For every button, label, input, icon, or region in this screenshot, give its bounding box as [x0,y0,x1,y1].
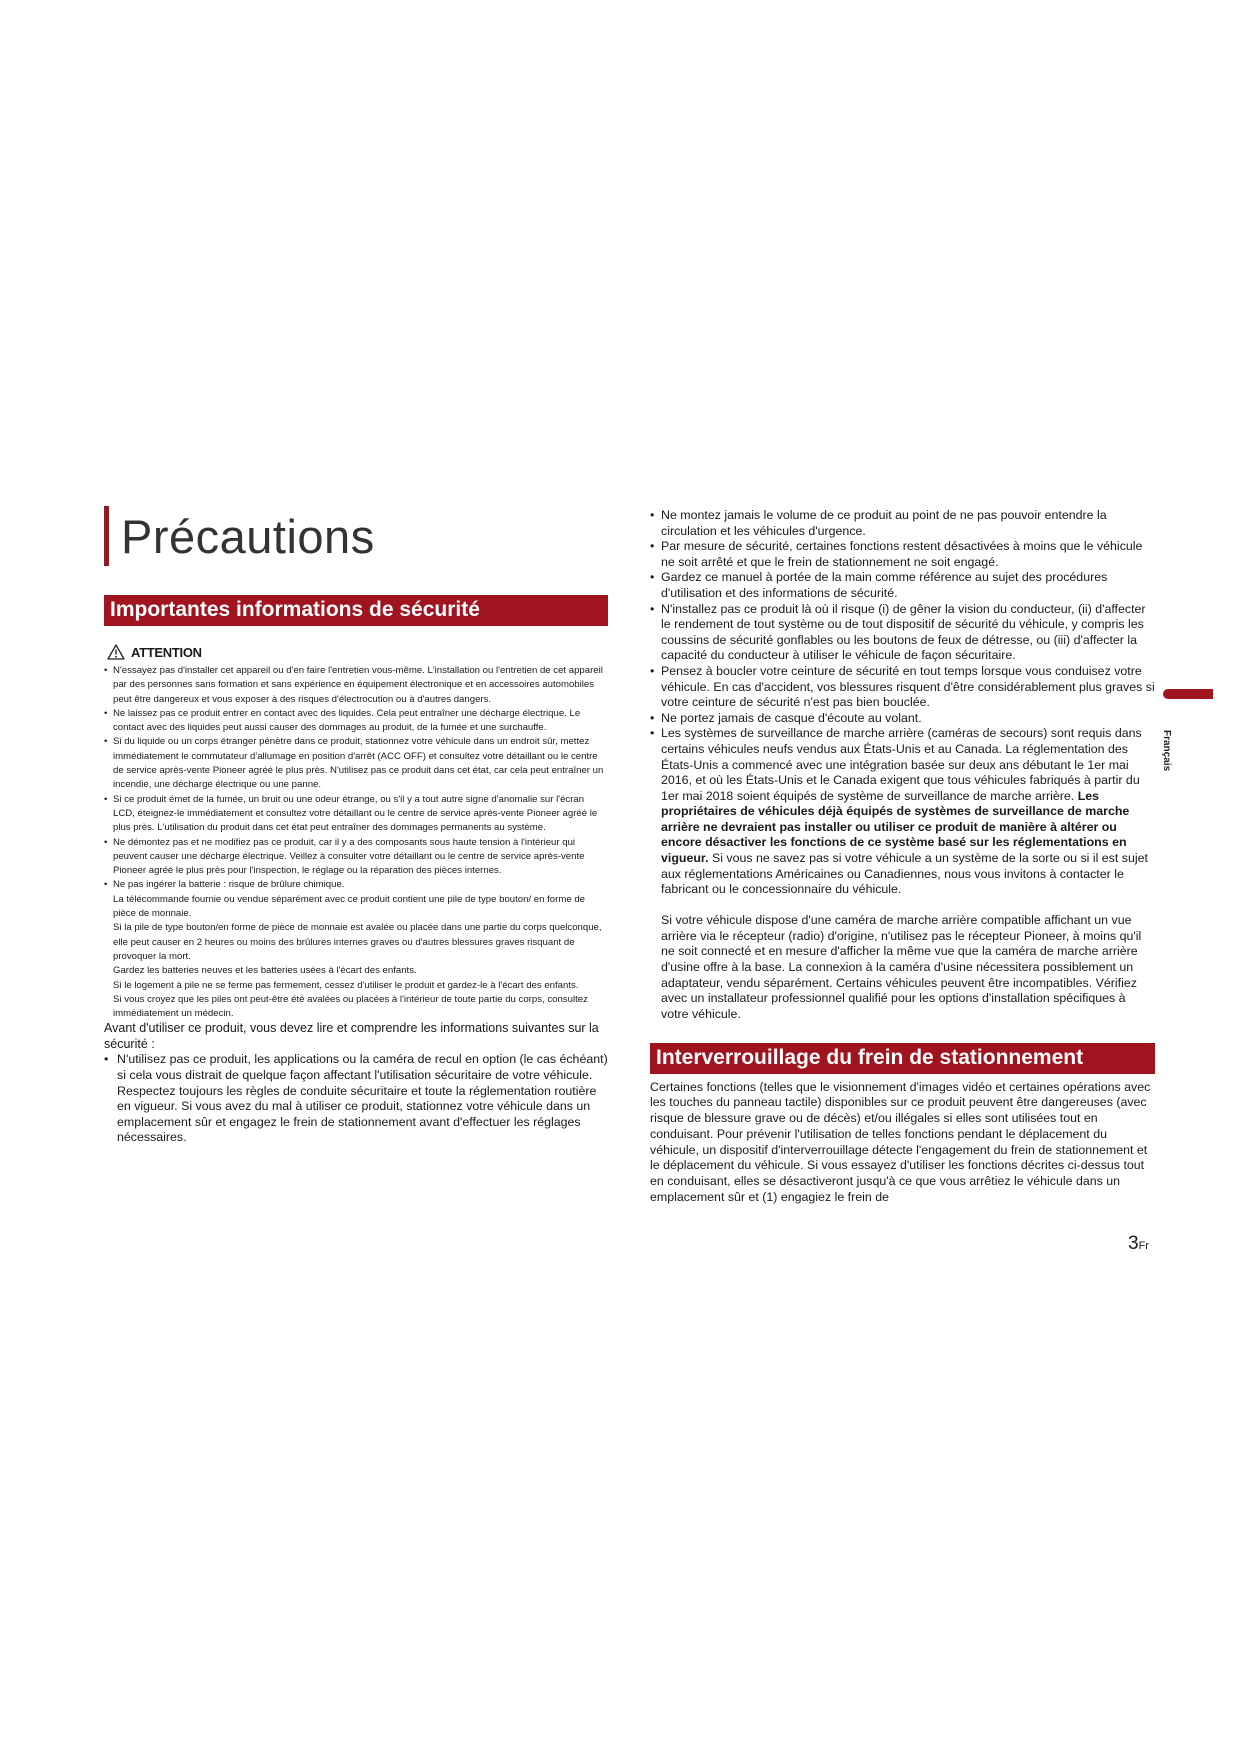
list-item: • Gardez ce manuel à portée de la main comme référence au sujet des procédures d'utilisation et des informations de sécurité. [650,570,1155,601]
page-number-value: 3 [1128,1233,1139,1254]
list-item: • Ne démontez pas et ne modifiez pas ce produit, car il y a des composants sous haute tension à l'intérieur qui peuvent causer une décharge électrique. Veillez à consulter votre détaillant ou le centre de service après-vente Pioneer agréé le plus près pour l'inspection, le réglage ou la réparation des pièces internes. [104,836,608,879]
battery-note: Si le logement à pile ne se ferme pas fermement, cessez d'utiliser le produit et gardez-le à l'écart des enfants. [113,979,579,991]
list-item-backup-camera [650,726,1155,898]
battery-note: Gardez les batteries neuves et les batteries usées à l'écart des enfants. [113,965,417,977]
attention-header [104,644,608,660]
attention-label: ATTENTION [131,644,202,660]
title-accent-bar [104,506,109,566]
backup-text-bold: Les propriétaires de véhicules déjà équipés de systèmes de surveillance de marche arrière ne devraient pas installer ou utiliser ce produit de manière à altérer ou encore désactiver les fonctions de ce système basé sur les réglementations en vigueur. [661,788,1130,866]
section-heading-important: Importantes informations de sécurité [104,595,608,626]
list-item: • Si du liquide ou un corps étranger pénètre dans ce produit, stationnez votre véhicule dans un endroit sûr, mettez immédiatement le commutateur d'allumage en position d'arrêt (ACC OFF) et consultez votre détaillant ou le centre de service après-vente Pioneer agréé le plus près. N'utilisez pas ce produit dans cet état, car cela peut entraîner un incendie, une décharge électrique ou une panne. [104,735,608,792]
left-safety-list [104,1052,608,1146]
list-item: • N'installez pas ce produit là où il risque (i) de gêner la vision du conducteur, (ii) d'affecter le rendement de tout système ou de tout dispositif de sécurité du véhicule, y compris les coussins de sécurité gonflables ou les boutons de feux de détresse, ou (iii) d'affecter la capacité du conducteur à utiliser le véhicule de façon sécuritaire. [650,602,1155,664]
backup-text-2: Si vous ne savez pas si votre véhicule a un système de la sorte ou si il est sujet aux réglementations Américaines ou Canadiennes, nous vous invitons à contacter le fabricant ou le concessionnaire du véhicule. [661,851,1148,897]
list-item: • Pensez à boucler votre ceinture de sécurité en tout temps lorsque vous conduisez votre véhicule. En cas d'accident, vos blessures risquent d'être considérablement plus graves si votre ceinture de sécurité n'est pas bien bouclée. [650,664,1155,711]
page-title: Précautions [121,509,375,563]
page-number [1128,1233,1149,1255]
list-item: • Ne montez jamais le volume de ce produit au point de ne pas pouvoir entendre la circulation et les véhicules d'urgence. [650,508,1155,539]
list-item: • Par mesure de sécurité, certaines fonctions restent désactivées à moins que le véhicule ne soit arrêté et que le frein de stationnement ne soit engagé. [650,539,1155,570]
camera-note: Si votre véhicule dispose d'une caméra de marche arrière compatible affichant un vue arrière via le récepteur (radio) d'origine, n'utilisez pas le récepteur Pioneer, à moins qu'il ne soit connecté et en mesure d'afficher la même vue que la caméra de marche arrière d'usine offre à la base. La connexion à la caméra d'usine nécessitera possiblement un adaptateur, vendu séparément. Certains véhicules peuvent être incompatibles. Vérifiez avec un installateur professionnel qualifié pour les options d'installation spécifiques à votre véhicule. [661,912,1142,1022]
right-safety-list [650,508,1155,898]
language-label: Français [1161,730,1172,772]
intro-text: Avant d'utiliser ce produit, vous devez lire et comprendre les informations suivantes sur la sécurité : [104,1021,599,1051]
left-column [104,505,608,1146]
battery-note: Si la pile de type bouton/en forme de pièce de monnaie est avalée ou placée dans une partie du corps quelconque, elle peut causer en 2 heures ou moins des brûlures internes graves ou d'autres blessures graves risquant de provoquer la mort. [113,922,602,962]
page-title-block [104,505,608,567]
list-item: • Ne pas ingérer la batterie : risque de brûlure chimique. [104,878,608,892]
attention-list [104,664,608,893]
battery-note: Si vous croyez que les piles ont peut-être été avalées ou placées à l'intérieur de toute partie du corps, consultez immédiatement un médecin. [113,993,588,1020]
list-item: • N'essayez pas d'installer cet appareil ou d'en faire l'entretien vous-même. L'installation ou l'entretien de cet appareil par des personnes sans formation et sans expérience en équipement électronique et en accessoires automobiles peut être dangereux et vous exposer à des risques d'électrocution ou à d'autres dangers. [104,664,608,707]
list-item: • Ne laissez pas ce produit entrer en contact avec des liquides. Cela peut entraîner une décharge électrique. Le contact avec des liquides peut aussi causer des dommages au produit, de la fumée et une surchauffe. [104,707,608,736]
list-item: • Si ce produit émet de la fumée, un bruit ou une odeur étrange, ou s'il y a tout autre signe d'anomalie sur l'écran LCD, éteignez-le immédiatement et consultez votre détaillant ou le centre de service après-vente Pioneer agréé le plus près. L'utilisation du produit dans cet état peut entraîner des dommages permanents au système. [104,793,608,836]
battery-note: La télécommande fournie ou vendue séparément avec ce produit contient une pile de type bouton/ en forme de pièce de monnaie. [113,893,586,920]
language-tab [1163,689,1213,699]
parking-text: Certaines fonctions (telles que le visionnement d'images vidéo et certaines opérations avec les touches du panneau tactile) disponibles sur ce produit peuvent être dangereuses (avec risque de blessure grave ou de décès) et/ou illégales si elles sont utilisées tout en conduisant. Pour prévenir l'utilisation de telles fonctions pendant le déplacement du véhicule, un dispositif d'interverrouillage détecte l'engagement du frein de stationnement et le déplacement du véhicule. Si vous essayez d'utiliser les fonctions décrites ci-dessus tout en conduisant, elles se désactiveront jusqu'à ce que vous arrêtiez le véhicule dans un emplacement sûr et (1) engagiez le frein de [650,1079,1151,1204]
section-heading-parking: Interverrouillage du frein de stationnement [650,1043,1155,1074]
warning-triangle-icon [107,644,125,660]
page-language-suffix: Fr [1138,1240,1149,1252]
battery-notes [104,893,608,1022]
backup-text-1: Les systèmes de surveillance de marche arrière (caméras de secours) sont requis dans certains véhicules neufs vendus aux États-Unis et au Canada. La réglementation des États-Unis a commencé avec une intégration basée sur deux ans débutant le 1er mai 2016, et où les États-Unis et le Canada exigent que tous véhicules fabriqués à partir du 1er mai 2018 soient équipés de système de surveillance de marche arrière. [661,726,1142,803]
list-item: • Ne portez jamais de casque d'écoute au volant. [650,711,1155,727]
list-item: • N'utilisez pas ce produit, les applications ou la caméra de recul en option (le cas échéant) si cela vous distrait de quelque façon affectant l'utilisation sécuritaire de votre véhicule. Respectez toujours les règles de conduite sécuritaire et toute la réglementation routière en vigueur. Si vous avez du mal à utiliser ce produit, stationnez votre véhicule dans un emplacement sûr et engagez le frein de stationnement avant d'effectuer les réglages nécessaires. [104,1052,608,1146]
right-column [650,508,1155,1205]
